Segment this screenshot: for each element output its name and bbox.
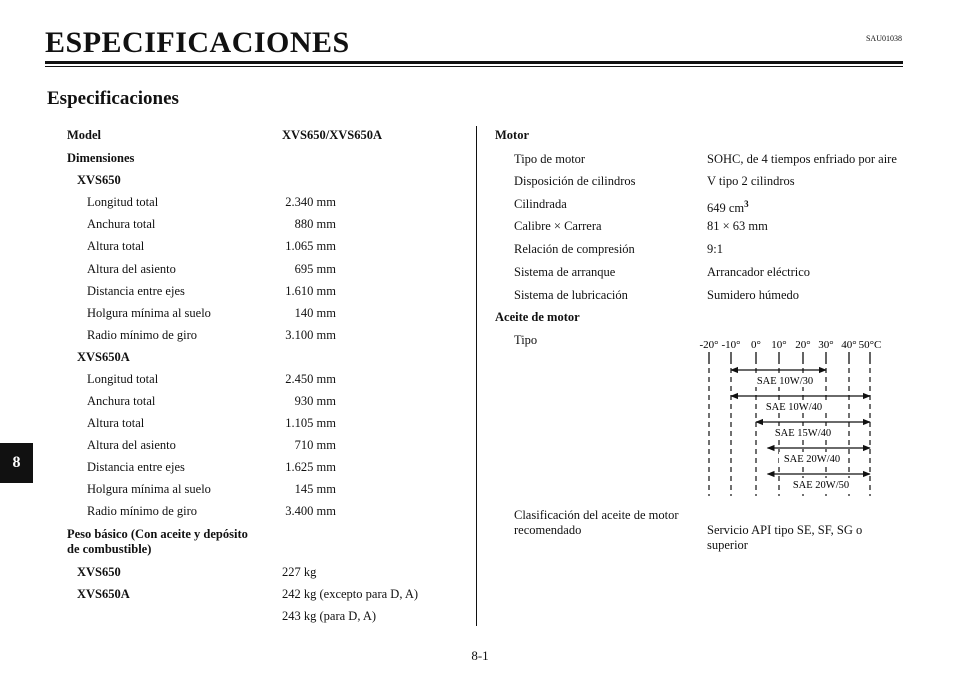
header-rule — [45, 61, 903, 64]
cilindrada-value: 649 cm — [707, 201, 745, 216]
page-title: ESPECIFICACIONES — [45, 26, 350, 59]
motor-spec-label: Tipo de motor — [514, 152, 586, 166]
temperature-tick-label: -20° — [699, 339, 719, 351]
spec-value: 695 mm — [294, 262, 336, 276]
spec-label: Altura total — [87, 239, 145, 253]
oil-grade-label: SAE 10W/40 — [765, 402, 823, 413]
header-rule-thin — [45, 66, 903, 67]
spec-value: 930 mm — [294, 394, 336, 408]
document-code: SAU01038 — [865, 34, 902, 43]
temperature-tick-label: 50°C — [858, 339, 882, 351]
classification-label: Clasificación del aceite de motor recomendado — [514, 508, 679, 537]
classification-label-line1 — [514, 508, 684, 538]
weight-model-label: XVS650 — [77, 565, 121, 579]
spec-value: 1.065 mm — [285, 239, 336, 253]
spec-label: Anchura total — [87, 217, 156, 231]
spec-label: Altura del asiento — [87, 438, 176, 452]
spec-label: Longitud total — [87, 372, 159, 386]
spec-value: 710 mm — [294, 438, 336, 452]
motor-spec-label: Sistema de arranque — [514, 265, 616, 279]
spec-value: 1.105 mm — [285, 416, 336, 430]
oil-grade-label: SAE 20W/40 — [783, 454, 841, 465]
spec-label: Altura del asiento — [87, 262, 176, 276]
motor-spec-value: SOHC, de 4 tiempos enfriado por aire — [707, 152, 897, 166]
temperature-tick-label: 20° — [795, 339, 811, 351]
motor-spec-value — [707, 197, 749, 216]
motor-spec-label: Sistema de lubricación — [514, 288, 628, 302]
spec-label: Holgura mínima al suelo — [87, 306, 211, 320]
motor-spec-value: V tipo 2 cilindros — [707, 174, 795, 188]
spec-label: Distancia entre ejes — [87, 460, 185, 474]
spec-label: Holgura mínima al suelo — [87, 482, 211, 496]
temperature-tick-label: 0° — [751, 339, 761, 351]
spec-label: Radio mínimo de giro — [87, 504, 198, 518]
chapter-tab: 8 — [0, 443, 33, 483]
spec-label: Longitud total — [87, 195, 159, 209]
oil-label: Aceite de motor — [495, 310, 580, 324]
spec-value: 880 mm — [294, 217, 336, 231]
spec-value: 2.340 mm — [285, 195, 336, 209]
motor-spec-label: Relación de compresión — [514, 242, 635, 256]
temperature-tick-label: 40° — [841, 339, 857, 351]
motor-spec-label: Disposición de cilindros — [514, 174, 636, 188]
spec-value: 3.100 mm — [285, 328, 336, 342]
spec-value: 2.450 mm — [285, 372, 336, 386]
spec-value: 145 mm — [294, 482, 336, 496]
spec-value: 140 mm — [294, 306, 336, 320]
spec-label: Anchura total — [87, 394, 156, 408]
cilindrada-sup: 3 — [744, 199, 749, 209]
motor-spec-label: Calibre × Carrera — [514, 219, 602, 233]
spec-value: 3.400 mm — [285, 504, 336, 518]
motor-spec-value: Sumidero húmedo — [707, 288, 800, 302]
motor-spec-value: Arrancador eléctrico — [707, 265, 811, 279]
oil-viscosity-chart — [695, 336, 885, 500]
dimensions-label: Dimensiones — [67, 151, 135, 165]
spec-label: Distancia entre ejes — [87, 284, 185, 298]
motor-spec-value: 81 × 63 mm — [707, 219, 768, 233]
spec-value: 1.625 mm — [285, 460, 336, 474]
oil-grade-label: SAE 10W/30 — [756, 376, 814, 387]
spec-label: Radio mínimo de giro — [87, 328, 198, 342]
weight-value: 242 kg (excepto para D, A) — [282, 587, 419, 601]
spec-label: Altura total — [87, 416, 145, 430]
oil-grade-label: SAE 20W/50 — [792, 480, 850, 491]
motor-spec-label: Cilindrada — [514, 197, 567, 211]
section-title: Especificaciones — [47, 88, 179, 109]
temperature-tick-label: 30° — [818, 339, 834, 351]
column-divider — [476, 126, 477, 626]
xvs650-label: XVS650 — [77, 173, 121, 187]
oil-grade-label: SAE 15W/40 — [774, 428, 832, 439]
weight-label: Peso básico (Con aceite y depósito de combustible) — [67, 527, 248, 556]
classification-value: Servicio API tipo SE, SF, SG o superior — [707, 523, 863, 552]
weight-model-label: XVS650A — [77, 587, 130, 601]
temperature-tick-label: 10° — [771, 339, 787, 351]
spec-value: 1.610 mm — [285, 284, 336, 298]
xvs650a-label: XVS650A — [77, 350, 130, 364]
weight-value: 243 kg (para D, A) — [282, 609, 377, 623]
weight-value: 227 kg — [282, 565, 317, 579]
temperature-tick-label: -10° — [721, 339, 741, 351]
model-label: Model — [67, 128, 102, 142]
oil-type-label: Tipo — [514, 333, 538, 347]
page-number: 8-1 — [471, 648, 489, 663]
model-value: XVS650/XVS650A — [282, 128, 383, 142]
motor-spec-value: 9:1 — [707, 242, 723, 256]
motor-label: Motor — [495, 128, 530, 142]
